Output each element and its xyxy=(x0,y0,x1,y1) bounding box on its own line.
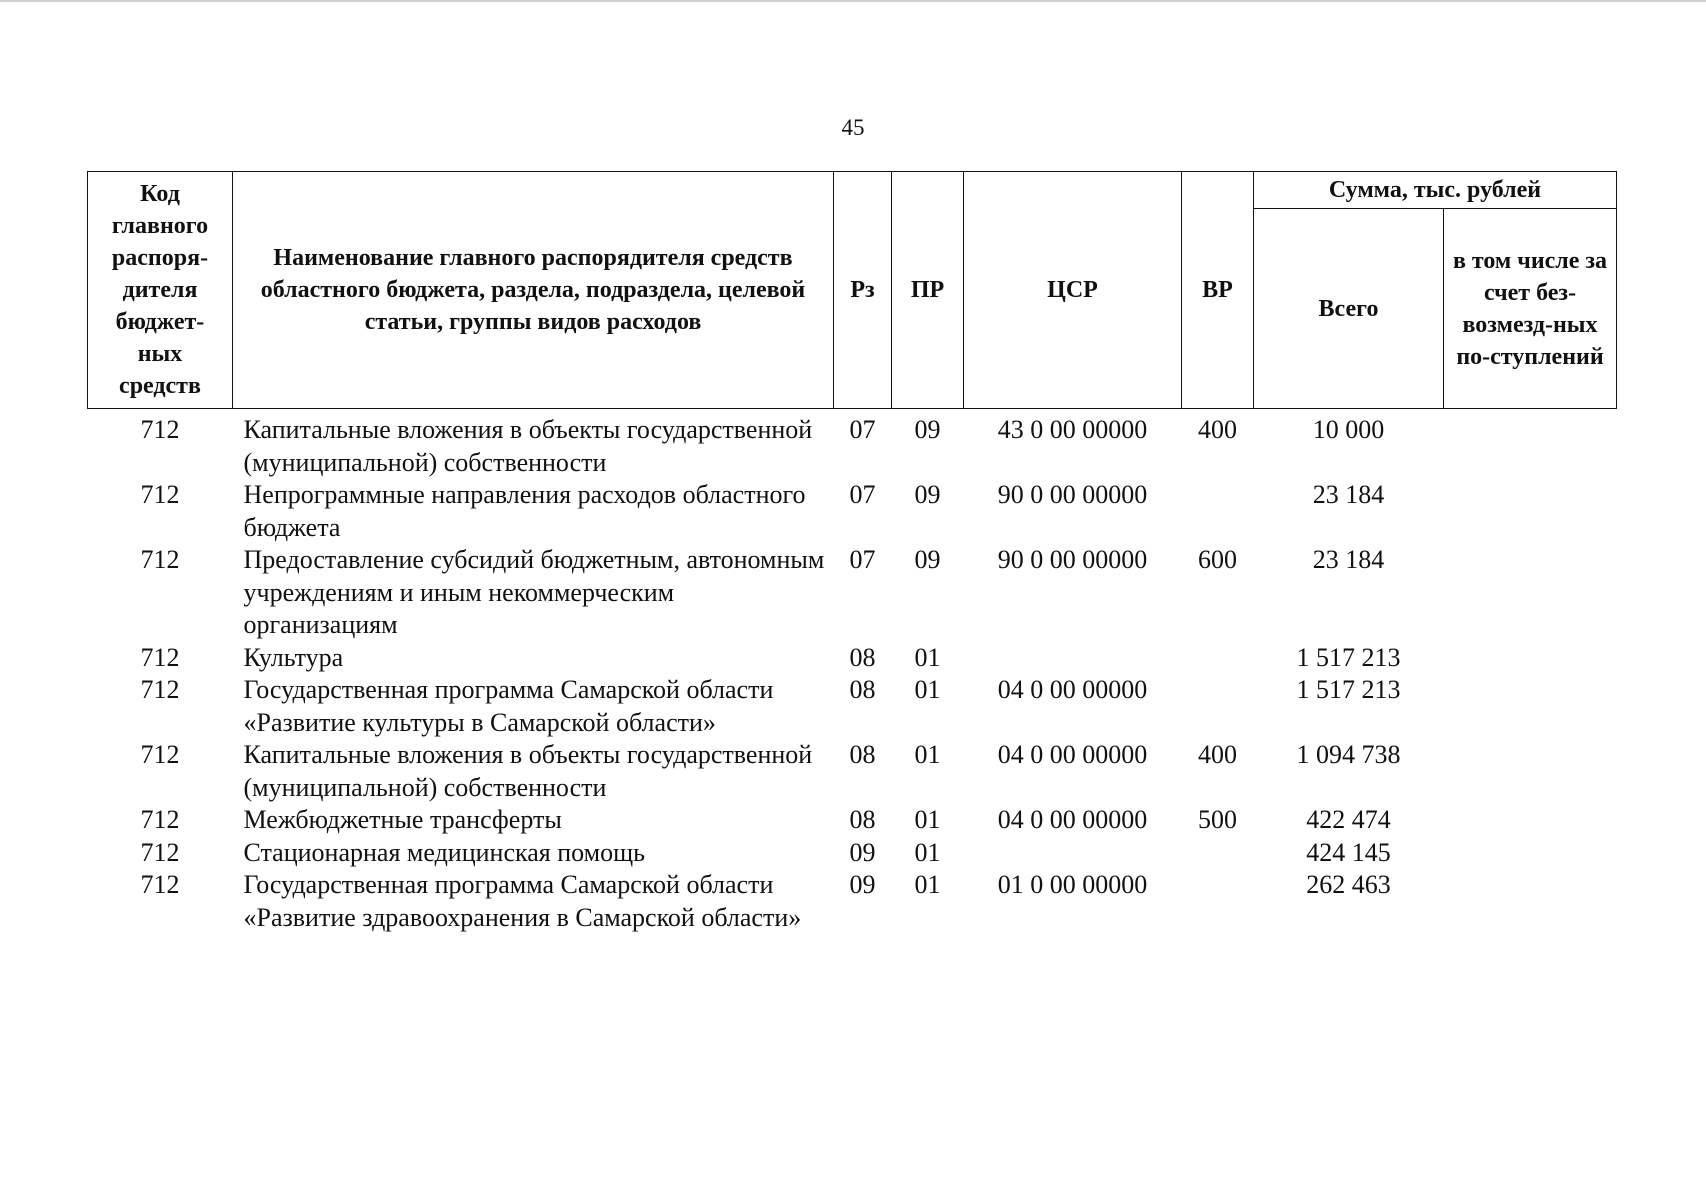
cell-rz: 07 xyxy=(849,415,876,444)
table-row xyxy=(88,479,1617,544)
cell-pr: 01 xyxy=(914,642,941,672)
budget-table-container xyxy=(87,171,1616,934)
budget-table xyxy=(87,171,1617,934)
cell-csr: 04 0 00 00000 xyxy=(997,805,1148,834)
cell-csr: 04 0 00 00000 xyxy=(997,740,1148,769)
table-row xyxy=(88,642,1617,675)
cell-pr: 01 xyxy=(914,675,941,704)
cell-total: 10 000 xyxy=(1312,415,1385,444)
cell-rz: 09 xyxy=(849,837,876,867)
cell-csr xyxy=(964,837,1182,870)
cell-vr: 400 xyxy=(1198,740,1237,769)
cell-total: 422 474 xyxy=(1306,805,1391,834)
cell-code: 712 xyxy=(140,545,180,574)
table-row xyxy=(88,674,1617,739)
cell-pr: 01 xyxy=(914,870,941,899)
cell-csr: 90 0 00 00000 xyxy=(997,545,1148,574)
cell-pr: 09 xyxy=(914,415,941,444)
cell-total: 23 184 xyxy=(1312,480,1385,509)
cell-name: Капитальные вложения в объекты государственной (муниципальной) собственности xyxy=(243,740,813,802)
cell-incl xyxy=(1444,804,1617,837)
table-row xyxy=(88,804,1617,837)
cell-pr: 01 xyxy=(914,805,941,834)
header-code: Код главного распоря-дителя бюджет-ных средств xyxy=(88,172,233,409)
cell-rz: 07 xyxy=(849,480,876,509)
cell-name: Стационарная медицинская помощь xyxy=(243,837,645,867)
cell-incl xyxy=(1444,479,1617,544)
cell-total: 424 145 xyxy=(1306,837,1391,867)
cell-name: Предоставление субсидий бюджетным, автономным учреждениям и иным некоммерческим организациям xyxy=(243,545,825,639)
cell-name: Межбюджетные трансферты xyxy=(243,805,562,834)
cell-total: 1 094 738 xyxy=(1296,740,1401,769)
table-row xyxy=(88,409,1617,480)
cell-incl xyxy=(1444,642,1617,675)
cell-vr xyxy=(1182,869,1254,934)
cell-rz: 08 xyxy=(849,675,876,704)
cell-total: 1 517 213 xyxy=(1296,675,1401,704)
cell-code: 712 xyxy=(140,740,180,769)
cell-total: 23 184 xyxy=(1312,545,1385,574)
cell-rz: 07 xyxy=(849,545,876,574)
cell-name: Культура xyxy=(243,642,344,672)
cell-incl xyxy=(1444,869,1617,934)
header-pr: ПР xyxy=(892,172,964,409)
header-vr: ВР xyxy=(1182,172,1254,409)
cell-incl xyxy=(1444,739,1617,804)
cell-code: 712 xyxy=(140,642,180,672)
cell-vr xyxy=(1182,479,1254,544)
cell-code: 712 xyxy=(140,870,180,899)
table-row xyxy=(88,739,1617,804)
cell-pr: 01 xyxy=(914,837,941,867)
cell-pr: 09 xyxy=(914,545,941,574)
cell-csr: 43 0 00 00000 xyxy=(997,415,1148,444)
page-number: 45 xyxy=(841,115,865,140)
cell-incl xyxy=(1444,837,1617,870)
cell-name: Капитальные вложения в объекты государственной (муниципальной) собственности xyxy=(243,415,813,477)
header-total: Всего xyxy=(1254,209,1444,409)
table-row xyxy=(88,869,1617,934)
cell-name: Государственная программа Самарской области «Развитие культуры в Самарской области» xyxy=(243,675,774,737)
cell-incl xyxy=(1444,674,1617,739)
cell-csr: 90 0 00 00000 xyxy=(997,480,1148,509)
table-row xyxy=(88,544,1617,642)
header-rz: Рз xyxy=(834,172,892,409)
header-name: Наименование главного распорядителя средств областного бюджета, раздела, подраздела, целевой статьи, группы видов расходов xyxy=(233,172,834,409)
cell-pr: 09 xyxy=(914,480,941,509)
cell-pr: 01 xyxy=(914,740,941,769)
cell-csr xyxy=(964,642,1182,675)
header-incl: в том числе за счет без-возмезд-ных по-ступлений xyxy=(1444,209,1617,409)
cell-vr xyxy=(1182,837,1254,870)
cell-vr: 600 xyxy=(1198,545,1237,574)
header-sum: Сумма, тыс. рублей xyxy=(1254,172,1617,209)
cell-total: 1 517 213 xyxy=(1296,642,1401,672)
cell-name: Государственная программа Самарской области «Развитие здравоохранения в Самарской области» xyxy=(243,870,802,932)
table-body xyxy=(88,409,1617,935)
cell-code: 712 xyxy=(140,675,180,704)
cell-incl xyxy=(1444,544,1617,642)
cell-code: 712 xyxy=(140,480,180,509)
table-row xyxy=(88,837,1617,870)
cell-rz: 09 xyxy=(849,870,876,899)
cell-incl xyxy=(1444,409,1617,480)
cell-code: 712 xyxy=(140,837,180,867)
cell-vr: 500 xyxy=(1198,805,1237,834)
cell-code: 712 xyxy=(140,415,180,444)
cell-rz: 08 xyxy=(849,805,876,834)
cell-csr: 01 0 00 00000 xyxy=(997,870,1148,899)
cell-csr: 04 0 00 00000 xyxy=(997,675,1148,704)
page-top-rule xyxy=(0,0,1706,2)
table-header xyxy=(88,172,1617,409)
cell-vr xyxy=(1182,642,1254,675)
cell-code: 712 xyxy=(140,805,180,834)
cell-vr xyxy=(1182,674,1254,739)
cell-rz: 08 xyxy=(849,642,876,672)
header-csr: ЦСР xyxy=(964,172,1182,409)
cell-name: Непрограммные направления расходов областного бюджета xyxy=(243,480,806,542)
cell-vr: 400 xyxy=(1198,415,1237,444)
cell-total: 262 463 xyxy=(1306,870,1391,899)
cell-rz: 08 xyxy=(849,740,876,769)
